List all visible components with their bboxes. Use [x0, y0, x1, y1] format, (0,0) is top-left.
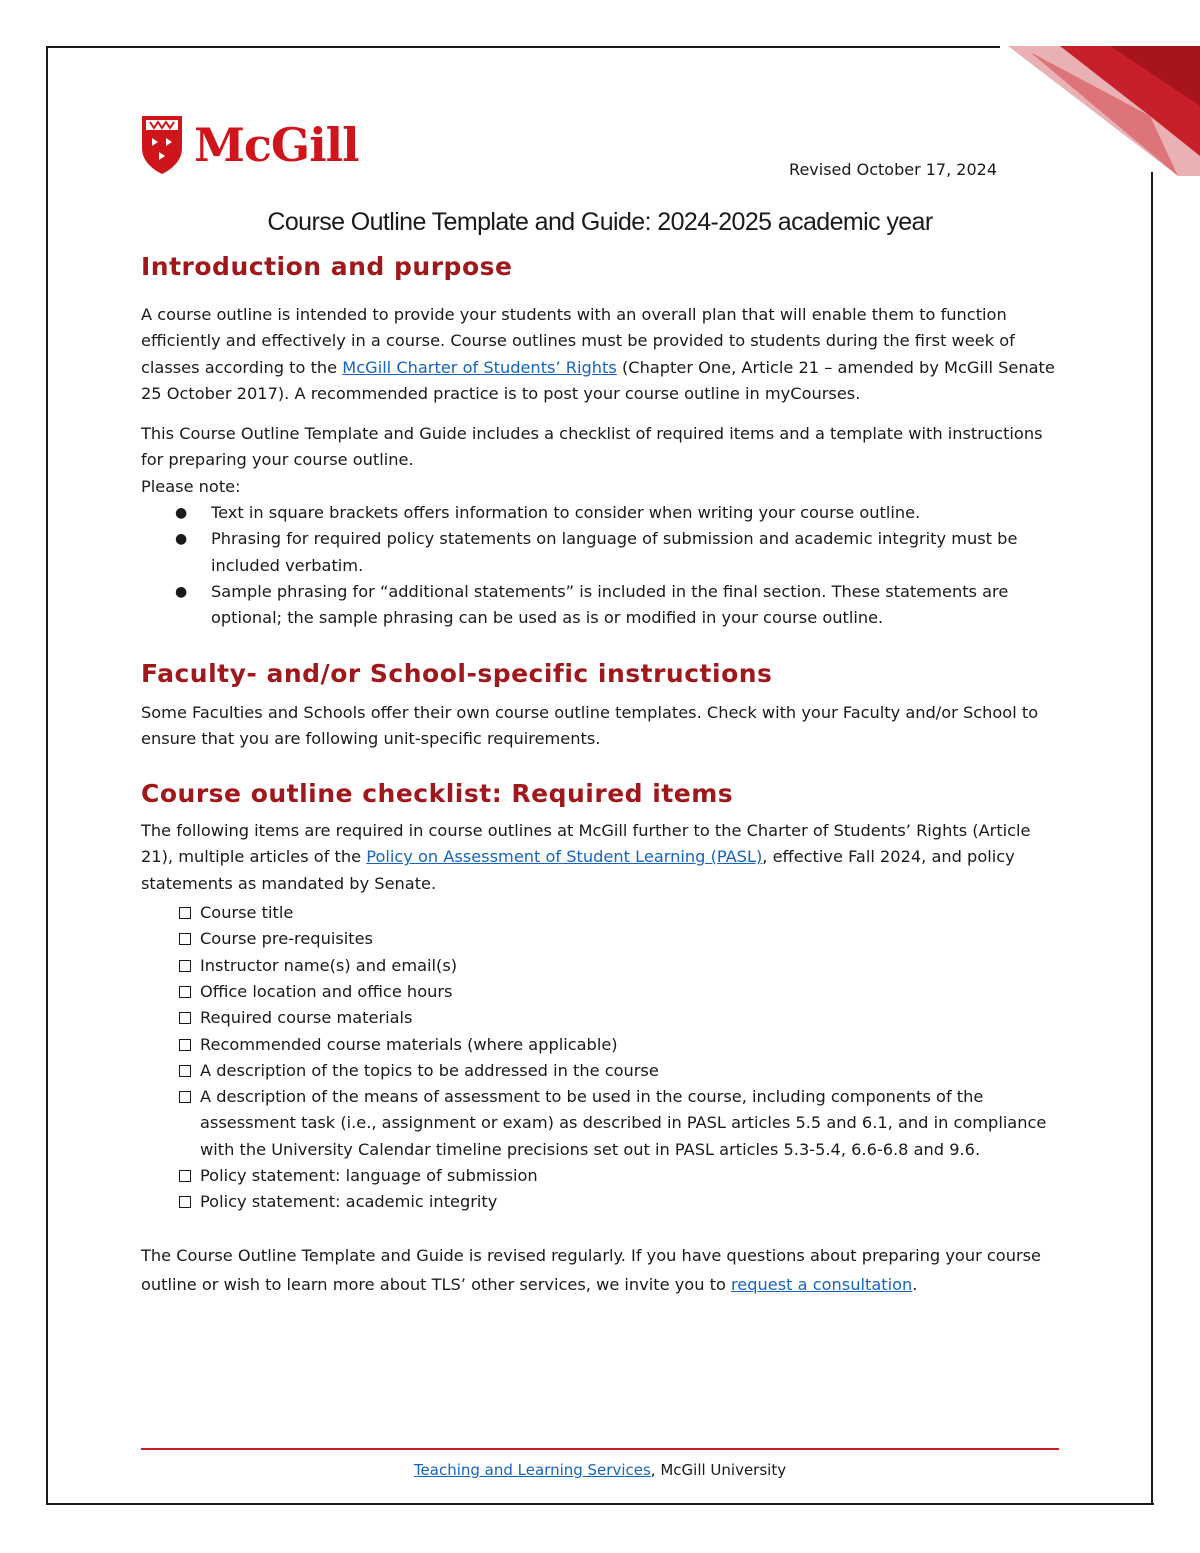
revised-date: Revised October 17, 2024 [789, 160, 997, 179]
corner-decoration [1000, 46, 1200, 176]
intro-paragraph: A course outline is intended to provide your students with an overall plan that will enable them to function efficiently and effectively in a course. Course outlines must be provided to students during the first week of classes according to the McGill Charter of Students’ Rights (Chapter One, Article 21 – amended by McGill Senate 25 October 2017). A recommended practice is to post your course outline in myCourses. [141, 305, 1055, 403]
mcgill-logo [140, 114, 359, 176]
checklist-item[interactable]: Policy statement: academic integrity [141, 1189, 1061, 1215]
list-item: ● Text in square brackets offers information to consider when writing your course outline. [141, 500, 1061, 526]
page-border-top [46, 46, 1000, 48]
checkbox-icon[interactable] [179, 1196, 191, 1208]
checkbox-icon[interactable] [179, 986, 191, 998]
checkbox-icon[interactable] [179, 960, 191, 972]
please-note-label: Please note: [141, 476, 241, 496]
checkbox-icon[interactable] [179, 907, 191, 919]
list-item: ● Phrasing for required policy statements on language of submission and academic integrity must be included verbatim. [141, 526, 1061, 579]
required-items-checklist [141, 900, 1061, 1216]
checklist-item[interactable]: Office location and office hours [141, 979, 1061, 1005]
document-title: Course Outline Template and Guide: 2024-2025 academic year [267, 208, 933, 236]
tls-link[interactable]: Teaching and Learning Services [413, 1461, 651, 1479]
footer: Teaching and Learning Services, McGill University [413, 1461, 787, 1479]
checklist-intro: The following items are required in course outlines at McGill further to the Charter of Students’ Rights (Article 21), multiple articles of the Policy on Assessment of Student Learning (PASL), effective Fall 2024, and policy statements as mandated by Senate. [141, 821, 1031, 893]
pasl-link[interactable]: Policy on Assessment of Student Learning (PASL) [366, 847, 763, 867]
faculty-paragraph: Some Faculties and Schools offer their own course outline templates. Check with your Faculty and/or School to ensure that you are following unit-specific requirements. [141, 702, 1039, 748]
checklist-item[interactable]: Course pre-requisites [141, 926, 1061, 952]
list-item: ● Sample phrasing for “additional statements” is included in the final section. These statements are optional; the sample phrasing can be used as is or modified in your course outline. [141, 579, 1061, 632]
checkbox-icon[interactable] [179, 1012, 191, 1024]
checklist-heading: Course outline checklist: Required items [141, 779, 734, 809]
closing-paragraph: The Course Outline Template and Guide is revised regularly. If you have questions about preparing your course outline or wish to learn more about TLS’ other services, we invite you to request a consultation. [141, 1245, 1042, 1294]
template-description: This Course Outline Template and Guide includes a checklist of required items and a template with instructions for preparing your course outline. [141, 424, 1043, 470]
checklist-item[interactable]: Required course materials [141, 1005, 1061, 1031]
notes-list [141, 500, 1061, 631]
checklist-item[interactable]: Instructor name(s) and email(s) [141, 953, 1061, 979]
document-body [141, 252, 1061, 1299]
consultation-link[interactable]: request a consultation [731, 1274, 913, 1294]
page-border-right [1151, 172, 1153, 1505]
checkbox-icon[interactable] [179, 1039, 191, 1051]
page-border-left [46, 46, 48, 1505]
checkbox-icon[interactable] [179, 1091, 191, 1103]
checklist-item[interactable]: Recommended course materials (where applicable) [141, 1032, 1061, 1058]
checklist-item[interactable]: Policy statement: language of submission [141, 1163, 1061, 1189]
checklist-item[interactable]: Course title [141, 900, 1061, 926]
bullet-icon: ● [175, 505, 188, 522]
logo-wordmark: McGill [194, 118, 359, 172]
checkbox-icon[interactable] [179, 1065, 191, 1077]
bullet-icon: ● [175, 531, 188, 548]
footer-divider [141, 1448, 1059, 1450]
checkbox-icon[interactable] [179, 933, 191, 945]
intro-heading: Introduction and purpose [141, 252, 513, 281]
checklist-item[interactable]: A description of the means of assessment to be used in the course, including components of the assessment task (i.e., assignment or exam) as described in PASL articles 5.5 and 6.1, and in compliance with the University Calendar timeline precisions set out in PASL articles 5.3-5.4, 6.6-6.8 and 9.6. [141, 1084, 1061, 1163]
charter-link[interactable]: McGill Charter of Students’ Rights [342, 357, 617, 377]
mcgill-shield-icon [140, 114, 184, 176]
bullet-icon: ● [175, 583, 188, 600]
page-border-bottom [46, 1503, 1154, 1505]
checklist-item[interactable]: A description of the topics to be addressed in the course [141, 1058, 1061, 1084]
faculty-heading: Faculty- and/or School-specific instructions [141, 658, 773, 688]
checkbox-icon[interactable] [179, 1170, 191, 1182]
